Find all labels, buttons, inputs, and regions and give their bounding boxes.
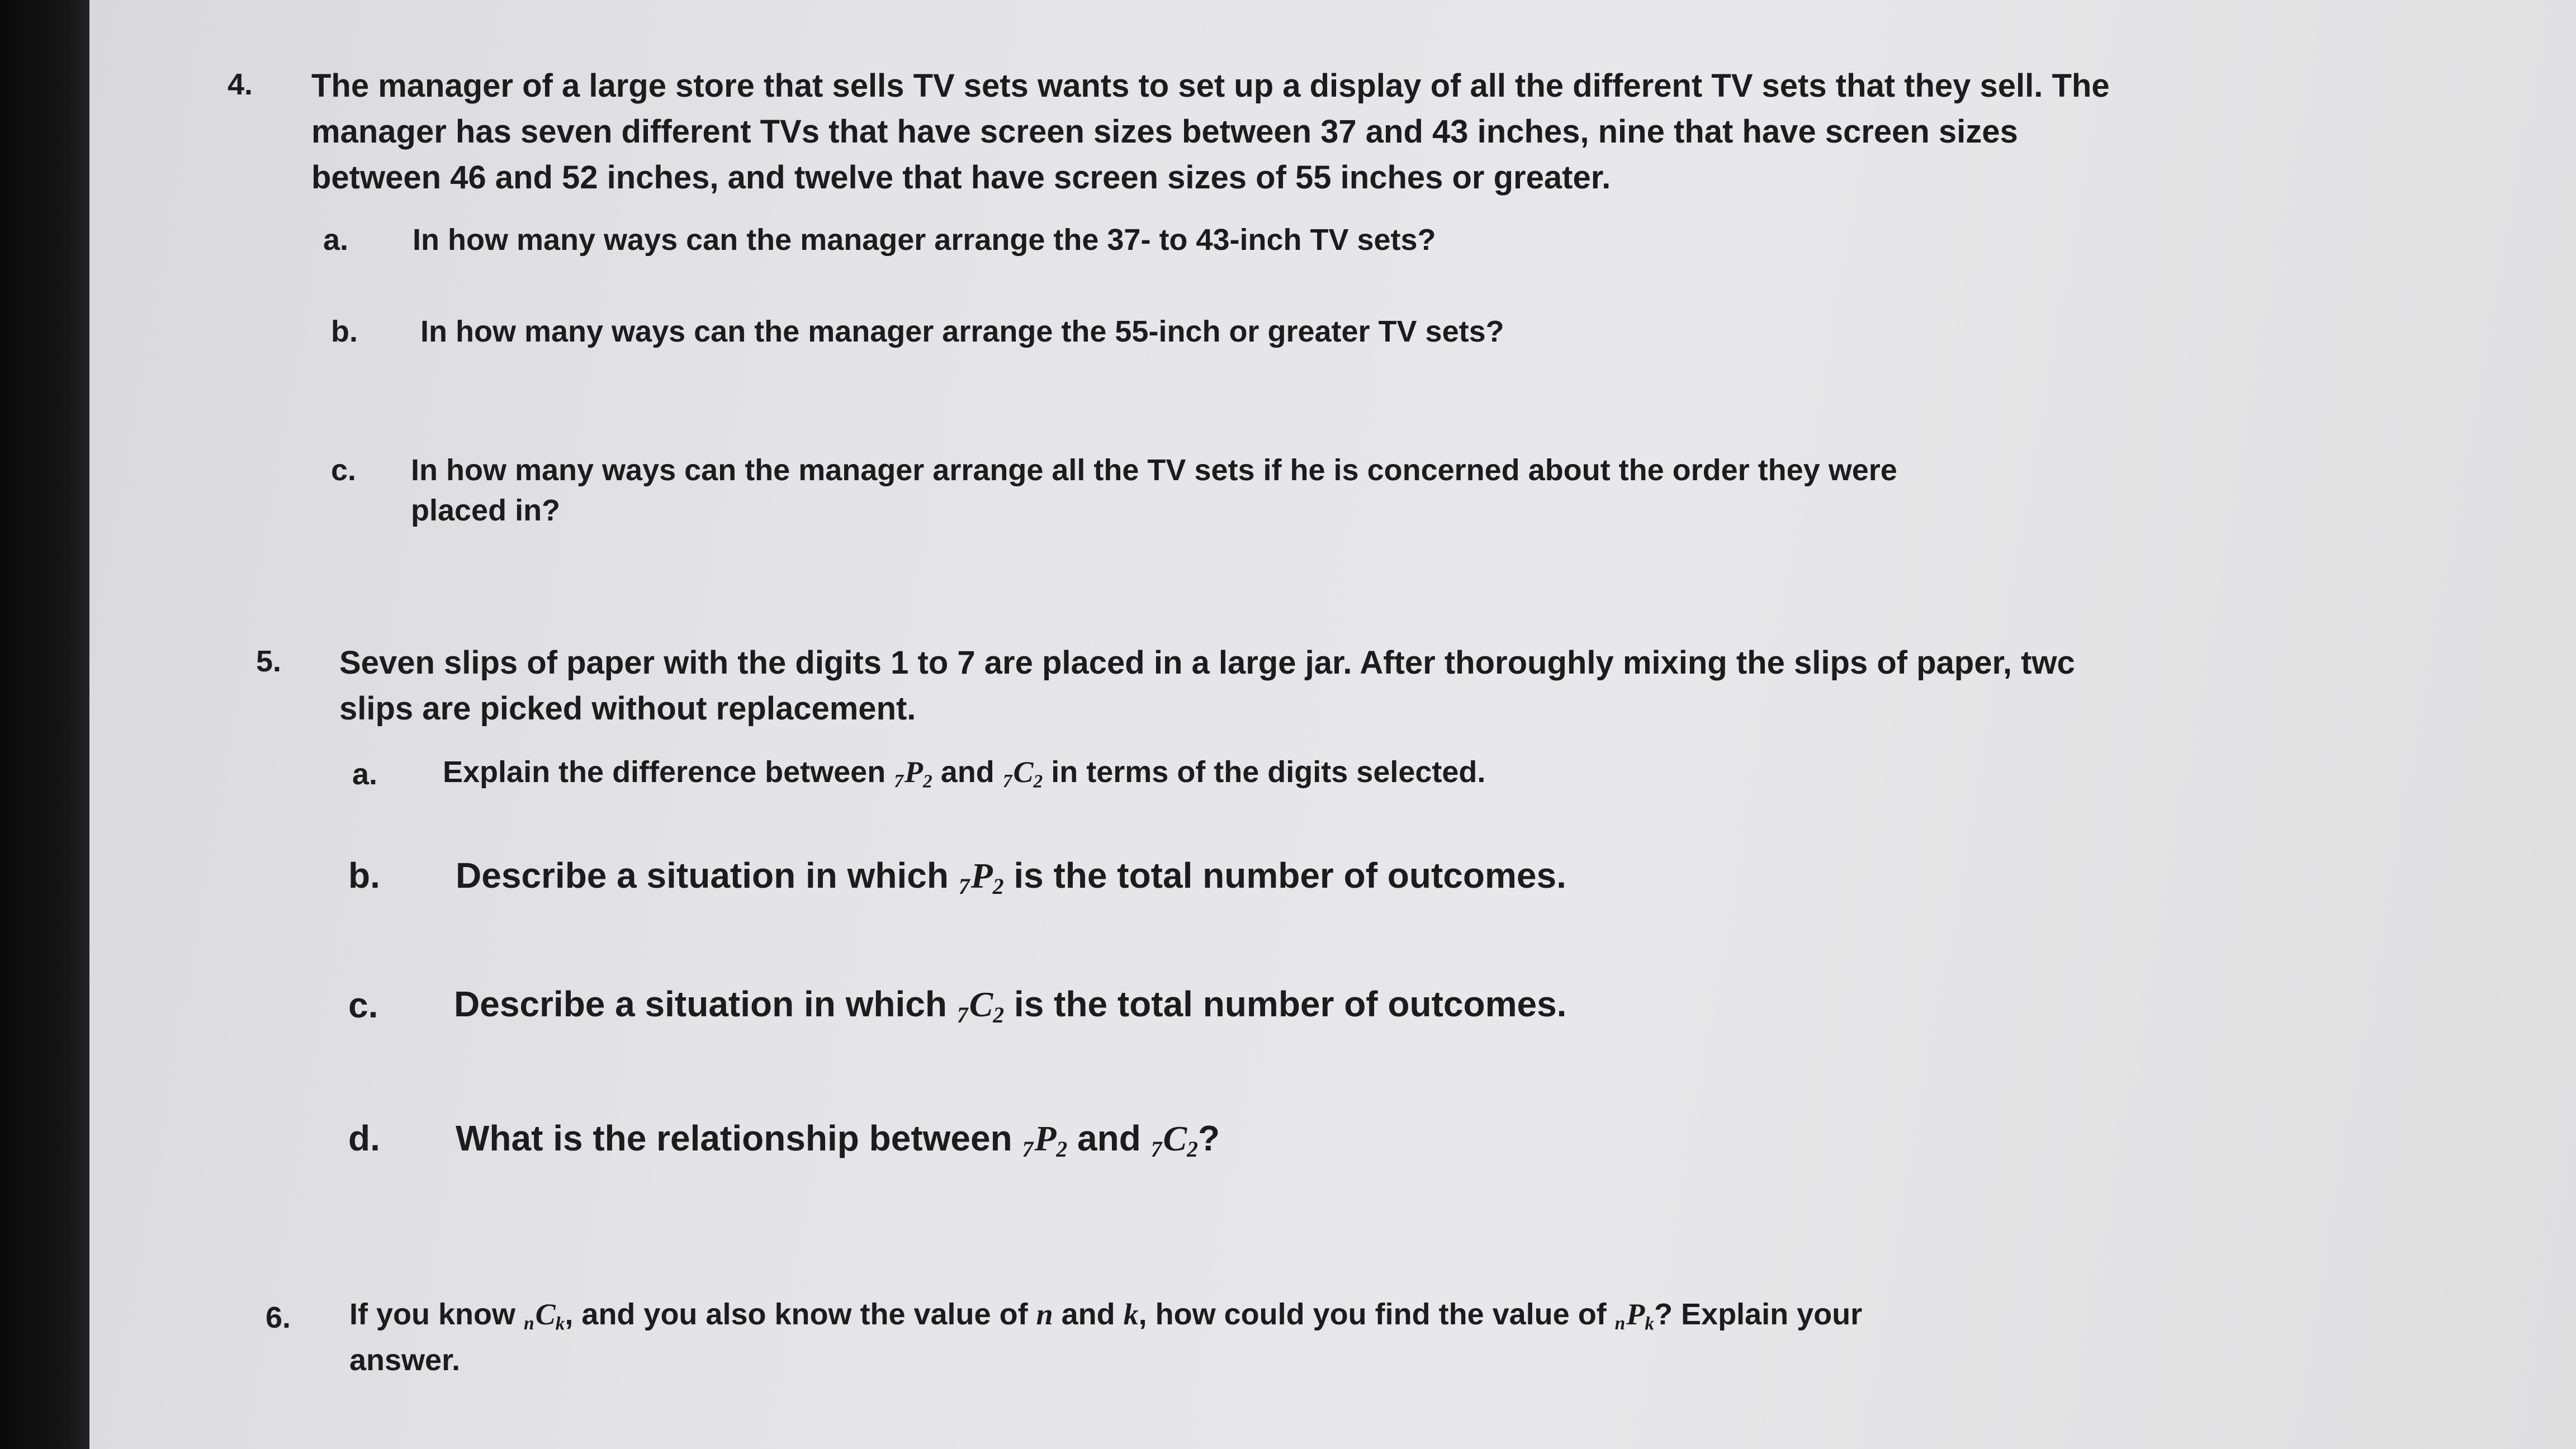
q5a-mid: and — [940, 755, 995, 789]
q4c-letter: c. — [331, 453, 357, 487]
q5c-letter: c. — [348, 985, 378, 1025]
q5a-text — [443, 754, 1485, 793]
worksheet-page — [89, 0, 2576, 1449]
q4a-text: In how many ways can the manager arrange the 37- to 43-inch TV sets? — [413, 223, 1436, 257]
q5c-math-c72: $7C_2$ — [956, 984, 1005, 1028]
q6-number: 6. — [266, 1301, 291, 1334]
q6-line-2: answer. — [349, 1343, 461, 1377]
q5a-letter: a. — [352, 757, 378, 791]
q6-mid1: , and you also know the value of — [565, 1298, 1028, 1331]
q6-line-1 — [349, 1296, 1862, 1336]
q5a-math-p72: $7P_2$ — [894, 755, 932, 792]
q4-number: 4. — [228, 68, 253, 101]
q4-line-3: between 46 and 52 inches, and twelve that have screen sizes of 55 inches or greater. — [311, 159, 1611, 196]
q5a-math-c72: $7C_2$ — [1002, 755, 1043, 792]
q6-mid2: , how could you find the value of — [1138, 1298, 1607, 1331]
q4b-letter: b. — [331, 315, 358, 348]
binder-edge — [0, 0, 98, 1449]
q5d-post: ? — [1197, 1118, 1220, 1158]
q5b-text — [456, 853, 1566, 901]
q4-line-2: manager has seven different TVs that have screen sizes between 37 and 43 inches, nine that have screen sizes — [311, 113, 2018, 150]
q6-math-npk: $nP_k$ — [1614, 1298, 1655, 1334]
q5-line-1: Seven slips of paper with the digits 1 to 7 are placed in a large jar. After thoroughly mixing the slips of paper, twc — [339, 645, 2075, 681]
q4b-text: In how many ways can the manager arrange the 55-inch or greater TV sets? — [420, 315, 1504, 348]
q5a-pre: Explain the difference between — [443, 755, 886, 789]
q5c-text — [454, 982, 1566, 1030]
q5d-pre: What is the relationship between — [456, 1118, 1012, 1158]
q5d-letter: d. — [348, 1118, 380, 1158]
q5a-post: in terms of the digits selected. — [1051, 755, 1486, 789]
q5b-math-p72: $7P_2$ — [958, 856, 1004, 899]
q5c-post: is the total number of outcomes. — [1014, 984, 1567, 1024]
q6-var-k: k — [1123, 1298, 1139, 1331]
q5b-post: is the total number of outcomes. — [1014, 855, 1566, 896]
q4c-line-2: placed in? — [411, 494, 561, 527]
q6-var-n: n — [1036, 1298, 1053, 1331]
q5d-text — [456, 1116, 1220, 1164]
q5d-math-c72: $7C_2$ — [1150, 1119, 1198, 1162]
q5b-pre: Describe a situation in which — [456, 855, 949, 896]
q5-number: 5. — [256, 645, 282, 678]
q5d-math-p72: $7P_2$ — [1022, 1119, 1068, 1162]
q5-line-2: slips are picked without replacement. — [339, 690, 916, 727]
q5b-letter: b. — [348, 855, 380, 896]
q4c-line-1: In how many ways can the manager arrange all the TV sets if he is concerned about the order they were — [411, 453, 1897, 487]
q5c-pre: Describe a situation in which — [454, 984, 947, 1024]
q4a-letter: a. — [323, 223, 349, 257]
q6-math-nck: $nC_k$ — [524, 1298, 565, 1334]
q6-pre: If you know — [349, 1298, 515, 1331]
q6-and: and — [1061, 1298, 1115, 1331]
q5d-mid: and — [1077, 1118, 1141, 1158]
q6-post: ? Explain your — [1654, 1298, 1863, 1331]
q4-line-1: The manager of a large store that sells TV sets wants to set up a display of all the different TV sets that they sell. The — [311, 68, 2110, 104]
